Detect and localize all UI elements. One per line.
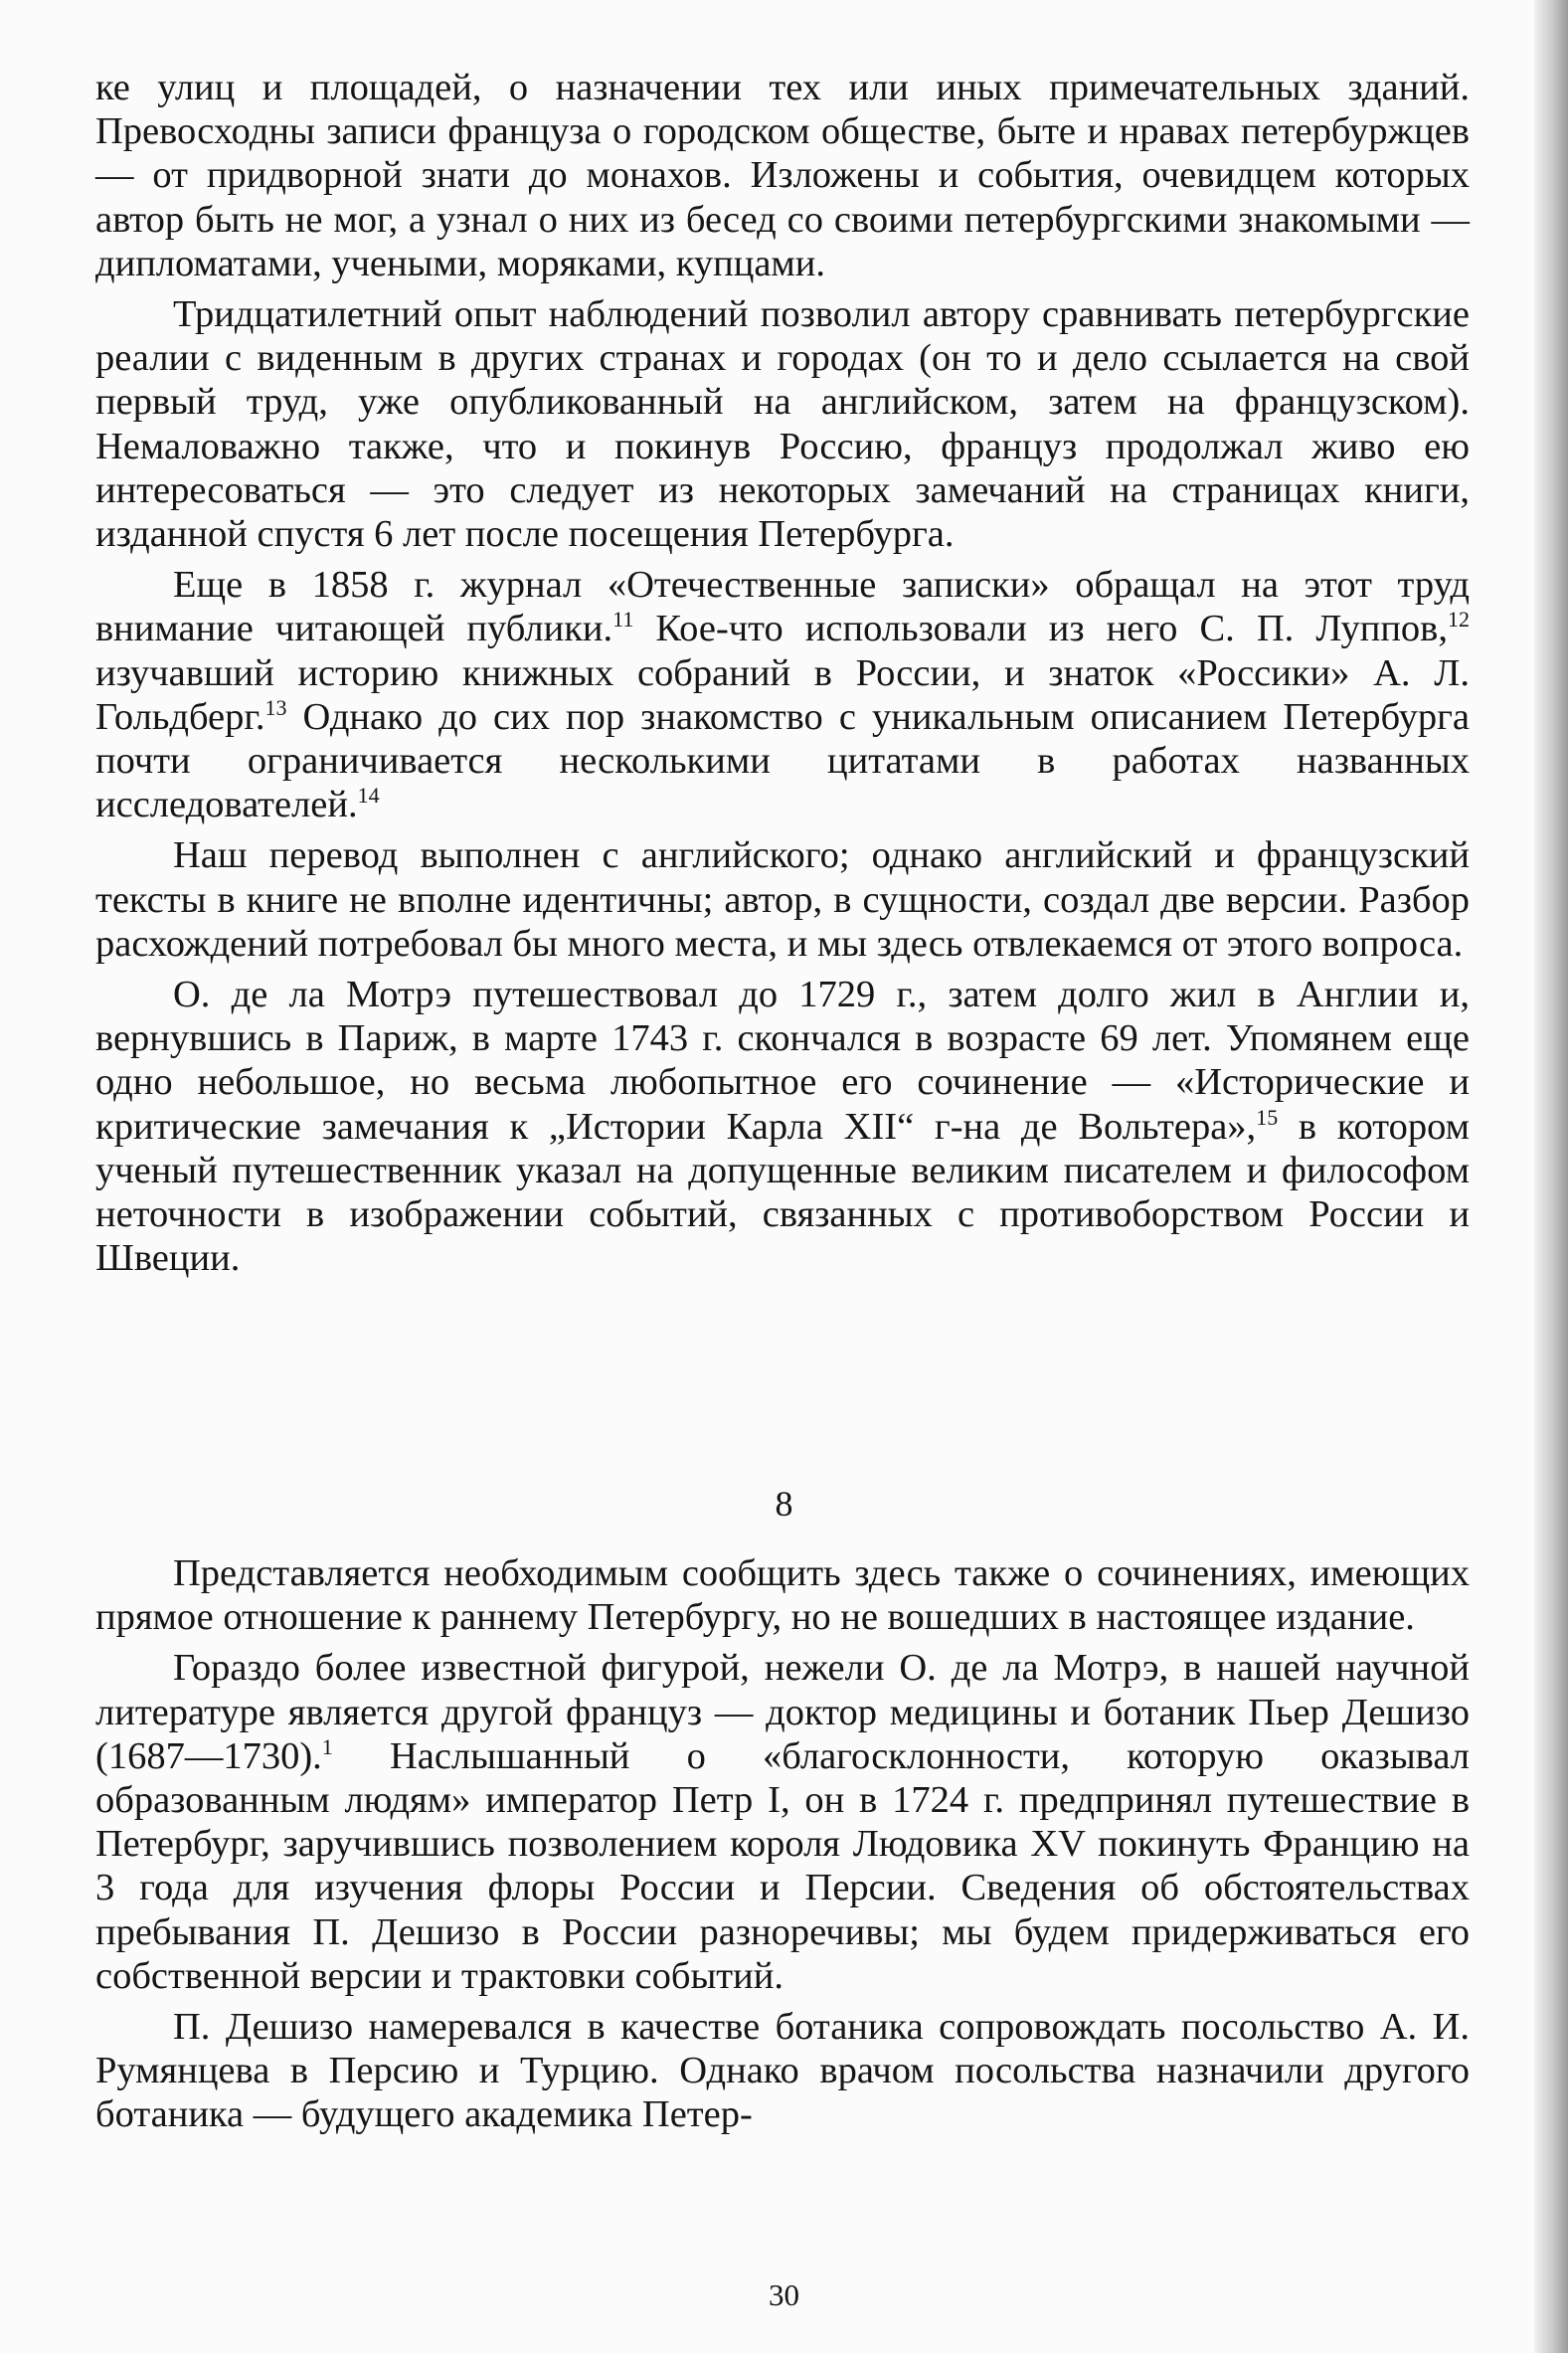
text-run: Еще в 1858 г. журнал «Отечественные записки» обращал на этот труд внимание читающей публики.	[95, 564, 1470, 650]
page-edge-shadow	[1534, 0, 1568, 2353]
footnote-ref: 12	[1448, 607, 1470, 633]
paragraph-experience: Тридцатилетний опыт наблюдений позволил автору сравнивать петербургские реалии с виденным в других странах и городах (он то и дело ссылается на свой первый труд, уже опубликованный на английском, затем на французском). Немаловажно также, что и покинув Россию, француз продолжал живо ею интересоваться — это следует из некоторых замечаний на страницах книги, изданной спустя 6 лет после посещения Петербурга.	[95, 293, 1470, 556]
footnote-ref: 1	[321, 1733, 333, 1759]
footnote-ref: 11	[612, 607, 634, 633]
text-run: Наслышанный о «благосклонности, которую оказывал образованным людям» император Петр I, он в 1724 г. предпринял путешествие в Петербург, заручившись позволением короля Людовика XV покинуть Францию на 3 года для изучения флоры России и Персии. Сведения об обстоятельствах пребывания П. Дешизо в России разноречивы; мы будем придерживаться его собственной версии и трактовки событий.	[95, 1734, 1470, 1997]
paragraph-continuation: ке улиц и площадей, о назначении тех или иных примечательных зданий. Превосходны записи француза о городском обществе, быте и нравах петербуржцев — от придворной знати до монахов. Изложены и события, очевидцем которых автор быть не мог, а узнал о них из бесед со своими петербургскими знакомыми — дипломатами, учеными, моряками, купцами.	[95, 67, 1470, 284]
text-run: изучавший историю книжных собраний в России, и знаток «Россики» А. Л. Гольдберг.	[95, 651, 1470, 738]
text-run: Однако до сих пор знакомство с уникальным описанием Петербурга почти ограничивается несколькими цитатами в работах названных исследователей.	[95, 695, 1470, 826]
text-run: Кое-что использовали из него С. П. Луппов,	[633, 608, 1448, 650]
paragraph-translation: Наш перевод выполнен с английского; однако английский и французский тексты в книге не вполне идентичны; автор, в сущности, создал две версии. Разбор расхождений потребовал бы много места, и мы здесь отвлекаемся от этого вопроса.	[95, 834, 1470, 965]
text-run: Гораздо более известной фигурой, нежели О. де ла Мотрэ, в нашей научной литературе является другой француз — доктор медицины и ботаник Пьер Дешизо (1687—1730).	[95, 1647, 1470, 1777]
paragraph-otechestvennye-zapiski	[95, 563, 1470, 826]
footnote-ref: 13	[264, 694, 287, 720]
text-run: в котором ученый путешественник указал на допущенные великим писателем и философом неточности в изображении событий, связанных с противоборством России и Швеции.	[95, 1105, 1470, 1280]
text-run: О. де ла Мотрэ путешествовал до 1729 г., затем долго жил в Англии и, вернувшись в Париж, в марте 1743 г. скончался в возрасте 69 лет. Упомянем еще одно небольшое, но весьма любопытное его сочинение — «Исторические и критические замечания к „Истории Карла XII“ г-на де Вольтера»,	[95, 974, 1470, 1148]
footnote-ref: 15	[1256, 1104, 1279, 1130]
paragraph-embassy: П. Дешизо намеревался в качестве ботаника сопровождать посольство А. И. Румянцева в Персию и Турцию. Однако врачом посольства назначили другого ботаника — будущего академика Петер-	[95, 2006, 1470, 2136]
section-number: 8	[775, 1484, 793, 1524]
bottom-text-block	[95, 1551, 1470, 2137]
paragraph-other-works: Представляется необходимым сообщить здесь также о сочинениях, имеющих прямое отношение к раннему Петербургу, но не вошедших в настоящее издание.	[95, 1552, 1470, 1639]
footnote-ref: 14	[357, 783, 380, 809]
top-text-block	[95, 66, 1470, 1280]
paragraph-deshizo	[95, 1646, 1470, 1998]
page-number: 30	[769, 2277, 799, 2312]
paragraph-motre-biography	[95, 973, 1470, 1280]
